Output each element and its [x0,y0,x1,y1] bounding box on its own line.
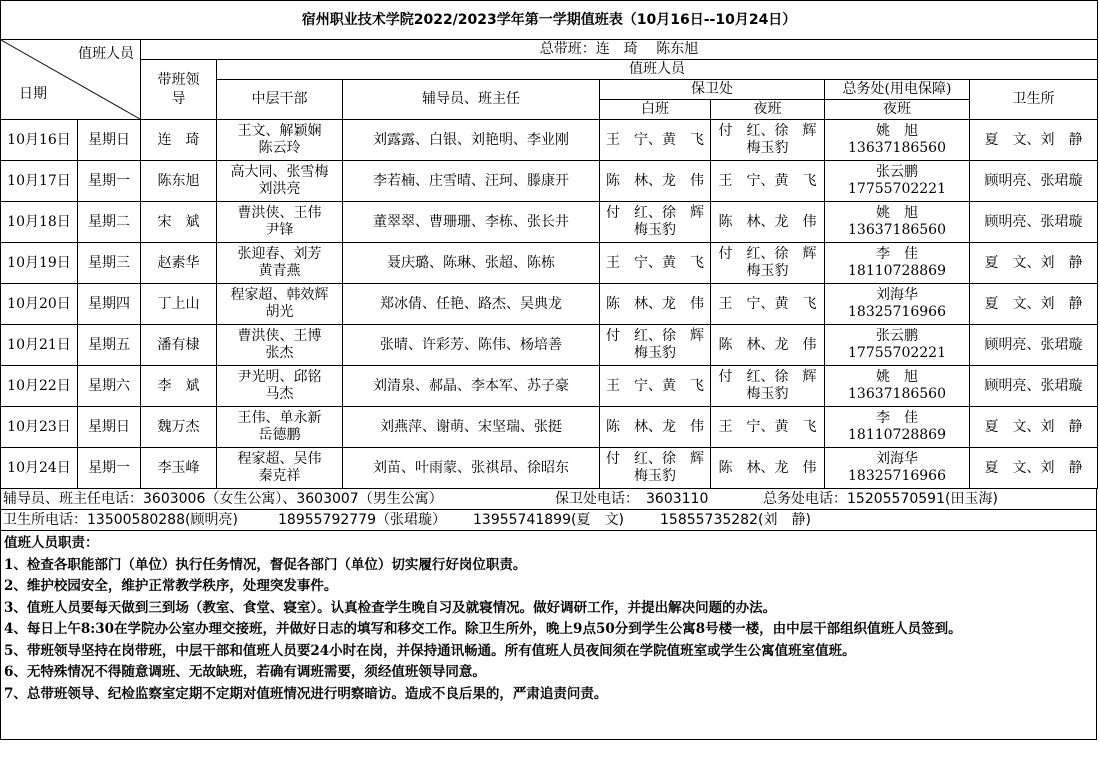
contact-clinic-phone-4: 15855735282(刘 静) [660,512,811,528]
table-row [1,161,1098,202]
row-weekday: 星期五 [78,325,141,366]
row-counselor: 聂庆璐、陈琳、张超、陈栋 [343,243,600,284]
row-day-shift [600,284,711,325]
row-general-phone: 17755702221 [848,345,946,361]
row-general [825,284,970,325]
row-middle-line2: 岳德鹏 [258,427,301,443]
row-clinic: 顾明亮、张珺璇 [970,161,1098,202]
duty-rules-heading: 值班人员职责： [4,535,99,551]
row-day-line2: 梅玉豹 [634,345,676,361]
duty-rule-item: 4、每日上午8:30在学院办公室办理交接班，并做好日志的填写和移交工作。除卫生所外，晚上9点50分到学生公寓8号楼一楼，由中层干部组织值班人员签到。 [4,621,962,637]
row-middle [217,243,343,284]
row-day-shift [600,325,711,366]
row-general [825,202,970,243]
row-leader: 潘有棣 [141,325,217,366]
row-date: 10月19日 [1,243,78,284]
header-leader: 带班领导 [141,60,217,120]
row-middle-line1: 张迎春、刘芳 [237,246,322,262]
row-day-line1: 王 宁、黄 飞 [606,254,704,271]
row-middle-line1: 曹洪侠、王伟 [237,205,322,221]
row-day-shift [600,366,711,407]
row-counselor: 刘露露、白银、刘艳明、李业刚 [343,120,600,161]
duty-rule-item: 5、带班领导坚持在岗带班，中层干部和值班人员要24小时在岗，并保持通讯畅通。所有值班人员夜间须在学院值班室或学生公寓值班室值班。 [4,642,856,659]
row-general-name: 李 佳 [876,410,918,426]
row-middle-line2: 胡光 [265,304,294,320]
row-clinic: 夏 文、刘 静 [970,448,1098,489]
row-weekday: 星期日 [78,120,141,161]
row-counselor: 刘清泉、郝晶、李本军、苏子豪 [343,366,600,407]
row-middle-line2: 刘洪亮 [258,181,301,197]
row-night-line1: 付 红、徐 辉 [718,369,817,385]
row-middle-line2: 黄青燕 [258,263,301,279]
row-day-line1: 陈 林、龙 伟 [606,172,704,189]
row-day-line2: 梅玉豹 [634,222,676,238]
row-general-phone: 18325716966 [848,304,946,320]
row-counselor: 李若楠、庄雪晴、汪珂、滕康开 [343,161,600,202]
row-weekday: 星期二 [78,202,141,243]
row-general-name: 张云鹏 [876,328,918,344]
row-clinic: 夏 文、刘 静 [970,407,1098,448]
row-general [825,120,970,161]
table-row [1,243,1098,284]
row-middle-line1: 王伟、单永新 [237,410,322,426]
row-middle-line2: 张杰 [265,345,294,361]
row-date: 10月21日 [1,325,78,366]
row-general-phone: 18110728869 [848,427,946,443]
row-middle [217,284,343,325]
row-day-shift [600,161,711,202]
row-middle [217,120,343,161]
row-night-line1: 付 红、徐 辉 [718,123,817,139]
header-duty-staff-label: 值班人员 [78,46,134,62]
row-clinic: 夏 文、刘 静 [970,243,1098,284]
row-general [825,448,970,489]
footer [0,489,1097,740]
row-leader: 陈东旭 [141,161,217,202]
row-middle-line2: 陈云玲 [258,140,301,156]
header-night-shift: 夜班 [711,100,825,120]
row-counselor: 董翠翠、曹珊珊、李栋、张长井 [343,202,600,243]
header-security: 保卫处 [600,80,825,100]
overall-leader-label: 总带班： [539,41,596,57]
table-row [1,284,1098,325]
header-general: 总务处(用电保障) [825,80,970,100]
row-night-shift [711,407,825,448]
row-leader: 李 斌 [141,366,217,407]
table-row [1,325,1098,366]
row-middle [217,161,343,202]
row-night-shift [711,284,825,325]
duty-rule-item: 7、总带班领导、纪检监察室定期不定期对值班情况进行明察暗访。造成不良后果的，严肃追责问责。 [4,685,608,702]
row-clinic: 顾明亮、张珺璇 [970,325,1098,366]
row-weekday: 星期四 [78,284,141,325]
row-weekday: 星期日 [78,407,141,448]
row-leader: 李玉峰 [141,448,217,489]
row-leader: 魏万杰 [141,407,217,448]
row-general [825,366,970,407]
table-row [1,120,1098,161]
row-middle-line1: 程家超、韩效辉 [230,287,329,303]
row-date: 10月20日 [1,284,78,325]
row-clinic: 夏 文、刘 静 [970,120,1098,161]
row-general-name: 张云鹏 [876,164,918,180]
row-middle [217,325,343,366]
header-diagonal-cell [1,40,141,120]
row-day-line1: 陈 林、龙 伟 [606,295,704,312]
contact-clinic-phone-2: 18955792779（张珺璇） [278,512,446,528]
overall-leader [141,40,1098,60]
row-leader: 连 琦 [141,120,217,161]
row-general [825,243,970,284]
duty-rule-item: 3、值班人员要每天做到三到场（教室、食堂、寝室）。认真检查学生晚自习及就寝情况。做好调研工作，并提出解决问题的办法。 [4,599,777,616]
row-general-name: 刘海华 [876,451,918,467]
row-middle-line1: 尹光明、邱铭 [237,369,322,385]
row-counselor: 张晴、许彩芳、陈伟、杨培善 [343,325,600,366]
row-counselor: 刘燕萍、谢萌、宋坚瑞、张挺 [343,407,600,448]
row-day-line1: 王 宁、黄 飞 [606,131,704,148]
row-night-line1: 王 宁、黄 飞 [718,172,817,189]
header-clinic: 卫生所 [970,80,1098,120]
table-row [1,366,1098,407]
row-general-name: 姚 旭 [876,123,918,139]
row-night-shift [711,448,825,489]
row-day-line2: 梅玉豹 [634,468,676,484]
row-night-line1: 付 红、徐 辉 [718,246,817,262]
row-middle [217,366,343,407]
row-counselor: 刘苗、叶雨蒙、张祺昂、徐昭东 [343,448,600,489]
row-general [825,325,970,366]
row-date: 10月23日 [1,407,78,448]
row-general-phone: 13637186560 [848,222,946,238]
row-date: 10月24日 [1,448,78,489]
row-middle [217,407,343,448]
row-night-shift [711,366,825,407]
row-night-line1: 王 宁、黄 飞 [718,418,817,435]
row-night-line2: 梅玉豹 [746,140,789,156]
row-general-phone: 18325716966 [848,468,946,484]
table-row [1,407,1098,448]
row-day-line1: 陈 林、龙 伟 [606,418,704,435]
contact-general-phone: 总务处电话：15205570591(田玉海) [763,491,998,507]
row-day-shift [600,243,711,284]
row-night-shift [711,243,825,284]
duty-rule-item: 1、检查各职能部门（单位）执行任务情况，督促各部门（单位）切实履行好岗位职责。 [4,556,527,573]
row-general-name: 刘海华 [876,287,918,303]
row-day-line1: 付 红、徐 辉 [606,328,704,344]
row-clinic: 顾明亮、张珺璇 [970,366,1098,407]
row-middle-line2: 马杰 [265,386,294,402]
row-middle-line2: 尹锋 [265,222,294,238]
row-middle-line2: 秦克祥 [258,468,301,484]
row-night-shift [711,202,825,243]
contact-counselor-phone: 辅导员、班主任电话：3603006（女生公寓）、3603007（男生公寓） [3,491,443,507]
row-day-line1: 付 红、徐 辉 [606,451,704,467]
row-date: 10月17日 [1,161,78,202]
row-general-phone: 18110728869 [848,263,946,279]
row-general-phone: 13637186560 [848,386,946,402]
row-middle-line1: 高大同、张雪梅 [230,164,329,180]
row-date: 10月16日 [1,120,78,161]
row-day-line1: 付 红、徐 辉 [606,205,704,221]
contact-clinic-phone-1: 卫生所电话：13500580288(顾明亮) [3,512,238,528]
table-row [1,202,1098,243]
row-night-line2: 梅玉豹 [746,263,789,279]
overall-leader-names: 连 琦 陈东旭 [595,41,699,57]
table-row [1,448,1098,489]
header-day-shift: 白班 [600,100,711,120]
contact-clinic-phone-3: 13955741899(夏 文) [473,512,624,528]
row-night-line1: 陈 林、龙 伟 [718,336,817,353]
row-general-name: 姚 旭 [876,369,918,385]
row-day-shift [600,202,711,243]
header-counselor: 辅导员、班主任 [343,80,600,120]
row-date: 10月18日 [1,202,78,243]
row-leader: 宋 斌 [141,202,217,243]
row-general-name: 姚 旭 [876,205,918,221]
row-leader: 丁上山 [141,284,217,325]
row-night-line1: 王 宁、黄 飞 [718,295,817,312]
row-middle-line1: 程家超、吴伟 [237,451,322,467]
row-weekday: 星期三 [78,243,141,284]
row-general-name: 李 佳 [876,246,918,262]
row-leader: 赵素华 [141,243,217,284]
page-title: 宿州职业技术学院2022/2023学年第一学期值班表（10月16日--10月24日） [1,1,1098,40]
row-middle [217,448,343,489]
row-date: 10月22日 [1,366,78,407]
row-day-shift [600,448,711,489]
duty-rule-item: 2、维护校园安全，维护正常教学秩序，处理突发事件。 [4,578,338,594]
row-day-shift [600,120,711,161]
header-middle: 中层干部 [217,80,343,120]
row-night-shift [711,161,825,202]
contact-line-1 [1,489,1096,510]
row-clinic: 夏 文、刘 静 [970,284,1098,325]
row-middle [217,202,343,243]
duty-rule-item: 6、无特殊情况不得随意调班、无故缺班，若确有调班需要，须经值班领导同意。 [4,664,486,680]
contact-line-2 [1,510,1096,531]
row-night-line2: 梅玉豹 [746,386,789,402]
row-clinic: 顾明亮、张珺璇 [970,202,1098,243]
row-middle-line1: 王文、解颖娴 [237,123,322,139]
row-day-shift [600,407,711,448]
row-night-shift [711,120,825,161]
row-weekday: 星期一 [78,448,141,489]
row-counselor: 郑冰倩、任艳、路杰、吴典龙 [343,284,600,325]
row-middle-line1: 曹洪侠、王博 [237,328,322,344]
row-night-line1: 陈 林、龙 伟 [718,213,817,230]
contact-security-phone: 保卫处电话： 3603110 [555,491,709,507]
header-general-night: 夜班 [825,100,970,120]
row-weekday: 星期六 [78,366,141,407]
row-day-line1: 王 宁、黄 飞 [606,377,704,394]
schedule-rows [1,120,1098,489]
row-general-phone: 13637186560 [848,140,946,156]
duty-rules [1,531,1096,740]
header-staff-group: 值班人员 [217,60,1098,80]
row-general-phone: 17755702221 [848,181,946,197]
row-night-shift [711,325,825,366]
row-general [825,407,970,448]
row-general [825,161,970,202]
header-date-label: 日期 [19,86,47,102]
row-night-line1: 陈 林、龙 伟 [718,459,817,476]
row-weekday: 星期一 [78,161,141,202]
